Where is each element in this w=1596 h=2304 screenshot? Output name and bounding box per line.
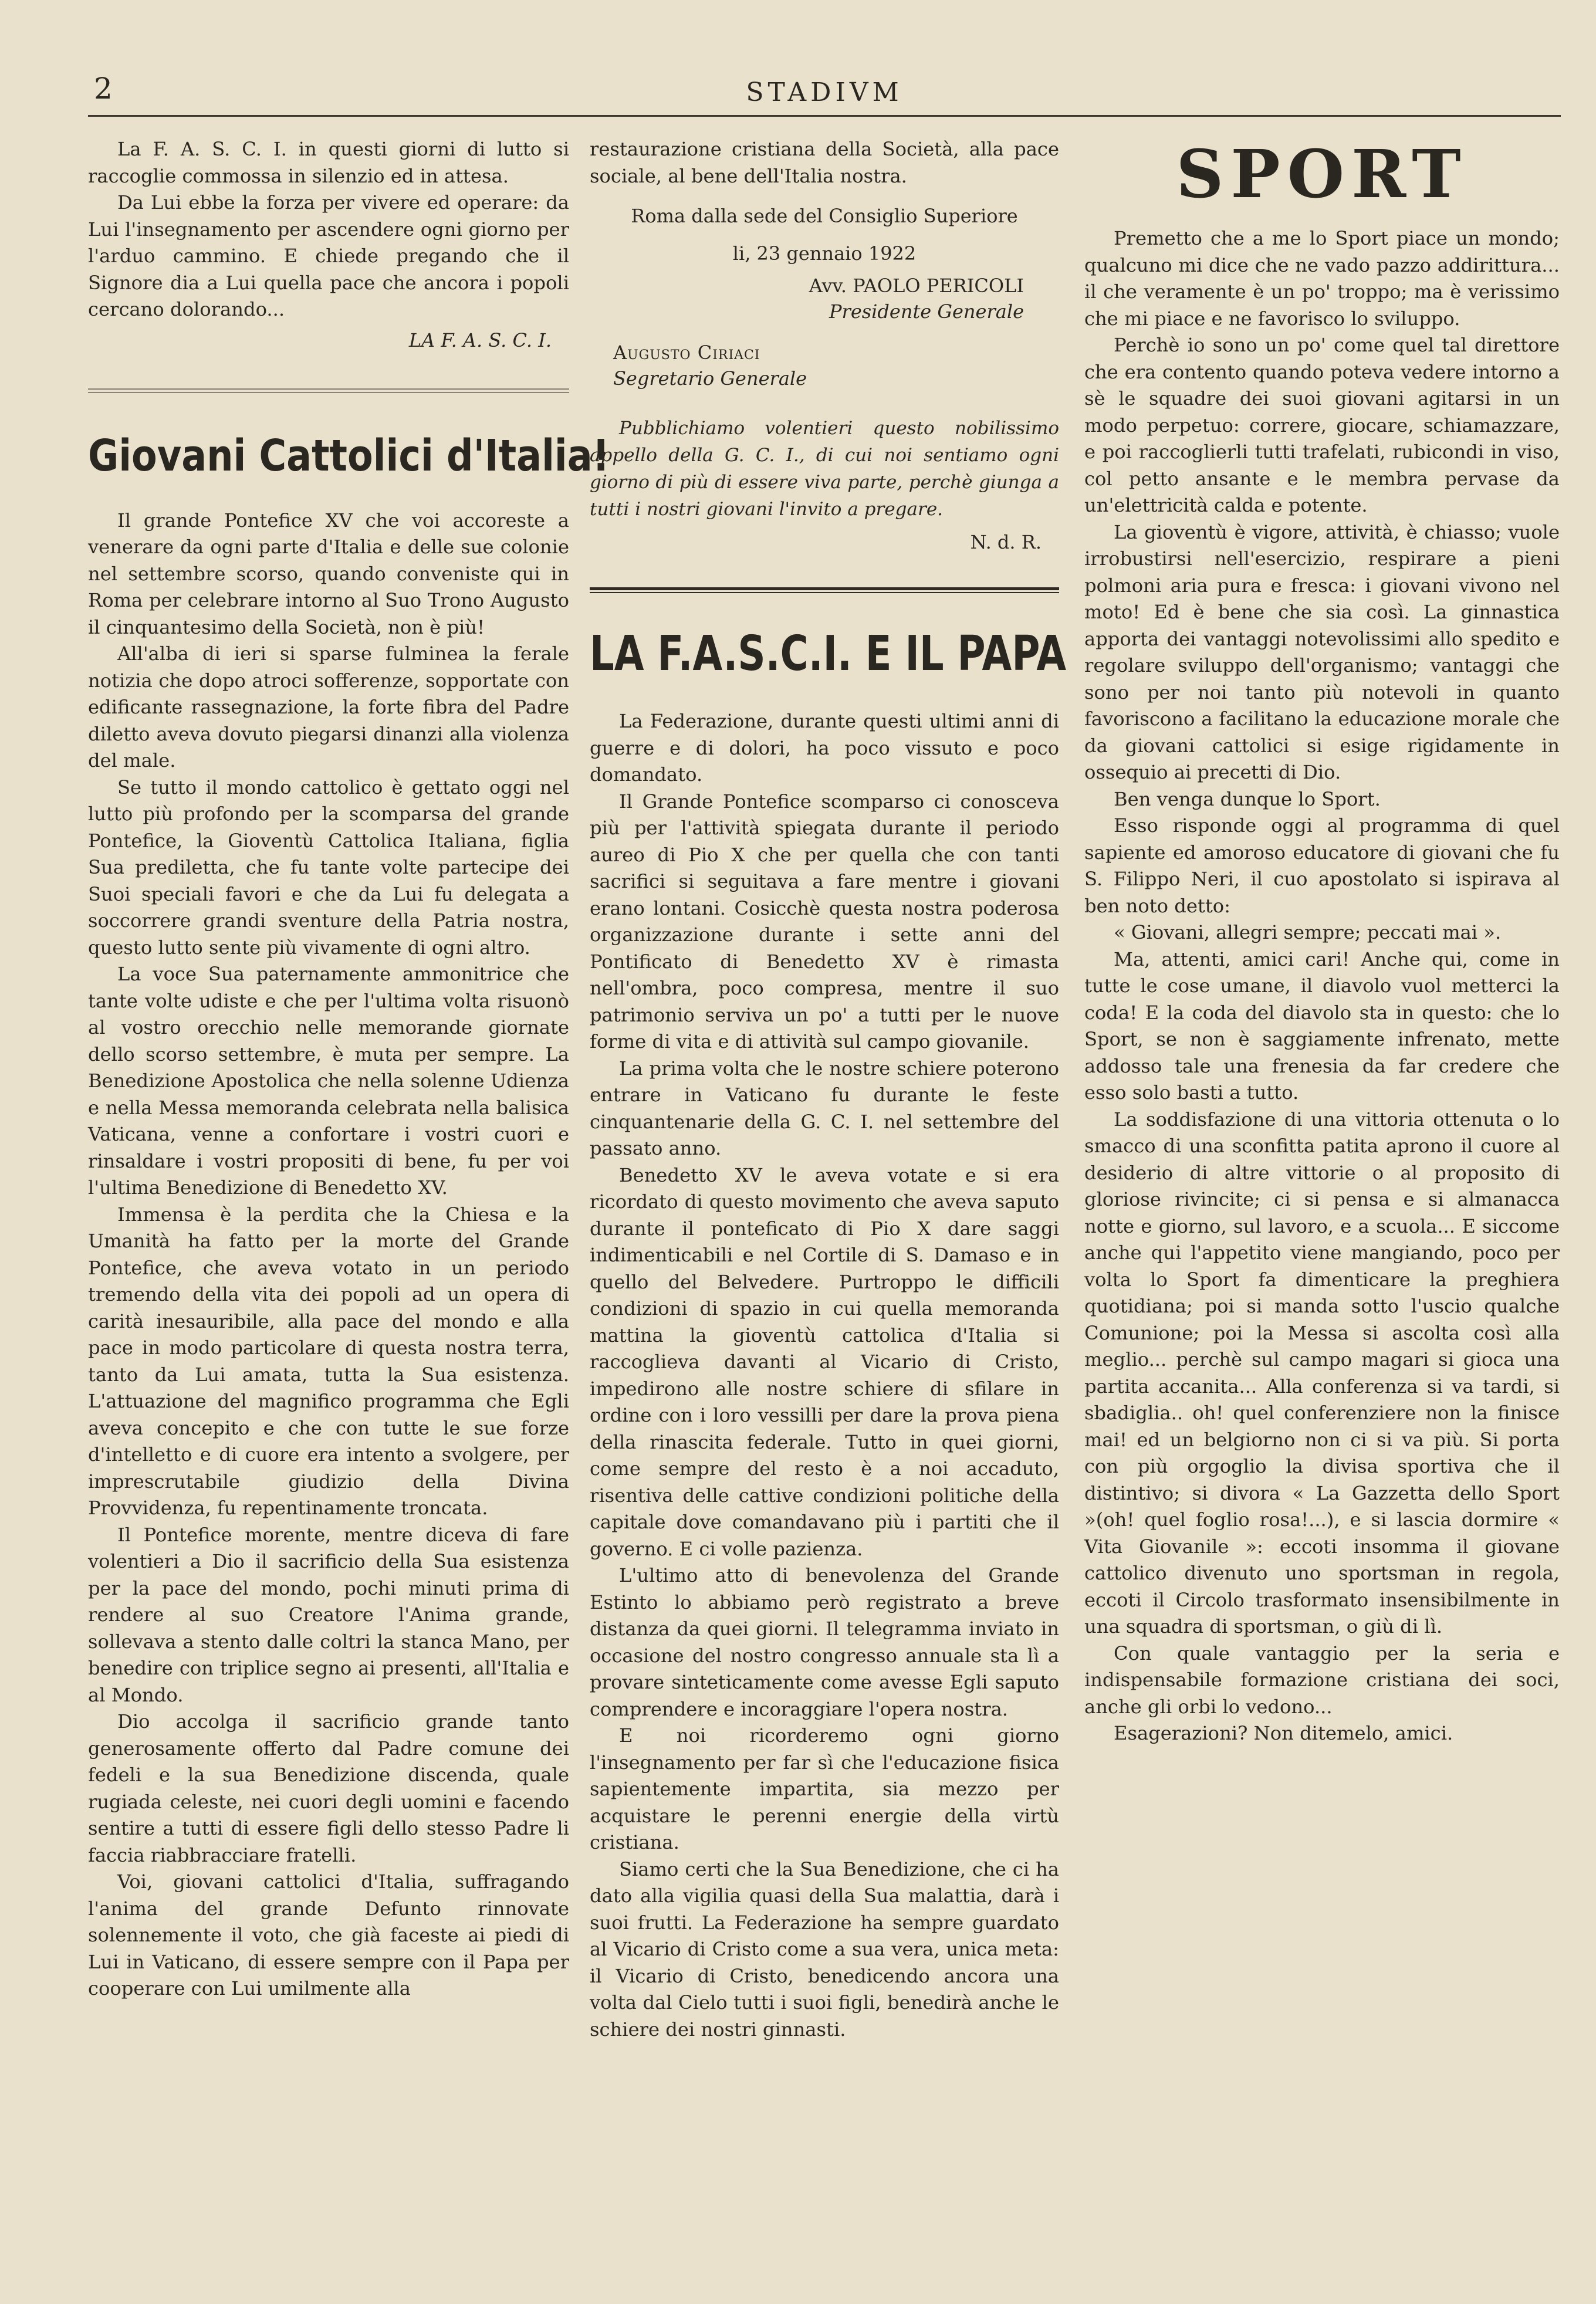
president-role: Presidente Generale xyxy=(829,300,1024,323)
column-left xyxy=(88,136,610,2002)
column-middle xyxy=(590,136,1067,2043)
article-paragraph: All'alba di ieri si sparse fulminea la ferale notizia che dopo atroci sofferenze, sopportate con edificante rassegnazione, la forte fibra del Padre diletto aveva dovuto piegarsi dinanzi alla violenza del male. xyxy=(88,642,569,772)
article-paragraph: Esagerazioni? Non ditemelo, amici. xyxy=(1114,1722,1453,1744)
article-paragraph: La Federazione, durante questi ultimi anni di guerre e di dolori, ha poco vissuto e poco domandato. xyxy=(590,710,1059,786)
intro-paragraph: La F. A. S. C. I. in questi giorni di lutto si raccoglie commossa in silenzio ed in attesa. xyxy=(88,138,569,187)
article-paragraph: Immensa è la perdita che la Chiesa e la Umanità ha fatto per la morte del Grande Pontefice, che aveva votato in un periodo tremendo della vita dei popoli ad un opera di carità inesauribile, alla pace del mondo e alla pace in modo particolare di questa nostra terra, tanto da Lui amata, tutta la Sua esistenza. L'attuazione del magnifico programma che Egli aveva concepito e che con tutte le sue forze d'intelletto e di cuore era intento a svolgere, per imprescrutabile giudizio della Divina Provvidenza, fu repentinamente troncata. xyxy=(88,1203,569,1519)
header-rule xyxy=(88,115,1561,117)
article-paragraph: Ma, attenti, amici cari! Anche qui, come in tutte le cose umane, il diavolo vuol metterci la coda! E la coda del diavolo sta in questo: che lo Sport, se non è saggiamente infrenato, mette addosso tale una frenesia da far credere che esso solo basti a tutto. xyxy=(1084,948,1560,1104)
article-paragraph: Premetto che a me lo Sport piace un mondo; qualcuno mi dice che ne vado pazzo addirittura... il che veramente è un po' troppo; ma è verissimo che mi piace e ne favorisco lo sviluppo. xyxy=(1084,227,1560,330)
section-divider xyxy=(590,587,1059,593)
article-paragraph: Siamo certi che la Sua Benedizione, che ci ha dato alla vigilia quasi della Sua malattia, darà i suoi frutti. La Federazione ha sempre guardato al Vicario di Cristo come a sua vera, unica meta: il Vicario di Cristo, benedicendo ancora una volta dal Cielo tutti i suoi figli, benedirà anche le schiere dei nostri ginnasti. xyxy=(590,1858,1059,2041)
intro-paragraph: Da Lui ebbe la forza per vivere ed operare: da Lui l'insegnamento per ascendere ogni giorno per l'arduo cammino. E chiede pregando che il Signore dia a Lui quella pace che ancora i popoli cercano dolorando... xyxy=(88,191,569,320)
article-paragraph: Benedetto XV le aveva votate e si era ricordato di questo movimento che aveva saputo durante il ponteficato di Pio X dare saggi indimenticabili e nel Cortile di S. Damaso e in quello del Belvedere. Purtroppo le difficili condizioni di spazio in cui quella memoranda mattina la gioventù cattolica d'Italia si raccoglieva davanti al Vicario di Cristo, impedirono alle nostre schiere di sfilare in ordine con i loro vessilli per dare la prova piena della rinascita federale. Tutto in quei giorni, come sempre del resto è a noi accaduto, risentiva delle cattive condizioni politiche della capitale dove comandavano più i partiti che il governo. E ci volle pazienza. xyxy=(590,1163,1059,1560)
column-right xyxy=(1084,136,1560,1747)
president-name: Avv. PAOLO PERICOLI xyxy=(809,275,1024,297)
article-paragraph: « Giovani, allegri sempre; peccati mai ». xyxy=(1114,921,1502,943)
editor-note: Pubblichiamo volentieri questo nobilissimo appello della G. C. I., di cui noi sentiamo ogni giorno di più di essere viva parte, perchè giunga a tutti i nostri giovani l'invito a pregare. xyxy=(590,418,1059,520)
headline-giovani-cattolici: Giovani Cattolici d'Italia! xyxy=(88,430,610,481)
secretary-role: Segretario Generale xyxy=(613,367,807,390)
article-paragraph: L'ultimo atto di benevolenza del Grande Estinto lo abbiamo però registrato a breve distanza da quei giorni. Il telegramma inviato in occasione del nostro congresso annuale sta lì a provare sinteticamente come avesse Egli saputo comprendere e incoraggiare l'opera nostra. xyxy=(590,1564,1059,1720)
article-paragraph: La voce Sua paternamente ammonitrice che tante volte udiste e che per l'ultima volta risuonò al vostro orecchio nelle memorande giornate dello scorso settembre, è muta per sempre. La Benedizione Apostolica che nella solenne Udienza e nella Messa memoranda celebrata nella balisica Vaticana, venne a confortare i vostri cuori e rinsaldare i vostri propositi di bene, fu per voi l'ultima Benedizione di Benedetto XV. xyxy=(88,963,569,1199)
masthead-title: STADIVM xyxy=(746,77,903,107)
section-divider xyxy=(88,388,569,393)
secretary-name: Augusto Ciriaci xyxy=(613,341,760,364)
editor-note-signature: N. d. R. xyxy=(970,531,1042,553)
article-paragraph: Il grande Pontefice XV che voi accoreste a venerare da ogni parte d'Italia e delle sue colonie nel settembre scorso, quando conveniste qui in Roma per celebrare intorno al Suo Trono Augusto il cinquantesimo della Società, non è più! xyxy=(88,509,569,638)
article-paragraph: La gioventù è vigore, attività, è chiasso; vuole irrobustirsi nell'esercizio, respirare a pieni polmoni aria pura e fresca: i giovani vivono nel moto! Ed è bene che sia così. La ginnastica apporta dei vantaggi notevolissimi allo spedito e regolare sviluppo dell'organismo; vantaggi che sono per noi tanto più notevoli in quanto favoriscono a facilitano la educazione morale che da giovani cattolici si esige rigidamente in ossequio ai precetti di Dio. xyxy=(1084,520,1560,783)
article-paragraph: La soddisfazione di una vittoria ottenuta o lo smacco di una sconfitta patita aprono il cuore al desiderio di altre vittorie o al proposito di gloriose rivincite; ci si pensa e si almanacca notte e giorno, sul lavoro, e a scuola... E siccome anche qui l'appetito viene mangiando, poco per volta lo Sport fa dimenticare la preghiera quotidiana; poi si manda sotto l'uscio qualche Comunione; poi la Messa si ascolta così alla meglio... perchè sul campo magari si gioca una partita accanita... Alla conferenza si va tardi, si sbadiglia.. oh! quel conferenziere non la finisce mai! ed un belgiorno non ci si va più. Si porta con più orgoglio la divisa sportiva che il distintivo; si divora « La Gazzetta dello Sport »(oh! quel foglio rosa!...), e si lascia dormire « Vita Giovanile »: eccoti insomma il giovane cattolico divenuto uno sportsman in regola, eccoti il Circolo trasformato insensibilmente in una squadra di sportsman, o giù di lì. xyxy=(1084,1108,1560,1638)
headline-fasci-papa: LA F.A.S.C.I. E IL PAPA xyxy=(590,626,1067,682)
dateline-place: Roma dalla sede del Consiglio Superiore xyxy=(631,205,1018,227)
article-paragraph: Perchè io sono un po' come quel tal direttore che era contento quando poteva vedere intorno a sè le squadre dei suoi giovani agitarsi in un modo perpetuo: correre, giocare, schiamazzare, e poi raccoglierli tutti trafelati, rubicondi in viso, col petto ansante e le membra pervase da un'elettricità calda e potente. xyxy=(1084,334,1560,516)
signer-block xyxy=(590,273,1059,391)
headline-sport: SPORT xyxy=(1176,136,1468,213)
article-paragraph: E noi ricorderemo ogni giorno l'insegnamento per far sì che l'educazione fisica sapientemente impartita, sia mezzo per acquistare le perenni energie della virtù cristiana. xyxy=(590,1724,1059,1853)
page-number: 2 xyxy=(94,72,113,106)
article-paragraph: Ben venga dunque lo Sport. xyxy=(1114,787,1381,810)
intro-signature: LA F. A. S. C. I. xyxy=(408,329,552,351)
article-paragraph: Con quale vantaggio per la seria e indispensabile formazione cristiana dei soci, anche gli orbi lo vedono... xyxy=(1084,1642,1560,1718)
article-paragraph: La prima volta che le nostre schiere poterono entrare in Vaticano fu durante le feste cinquantenarie della G. C. I. nel settembre del passato anno. xyxy=(590,1057,1059,1159)
article-paragraph: Il Pontefice morente, mentre diceva di fare volentieri a Dio il sacrificio della Sua esistenza per la pace del mondo, pochi minuti prima di rendere al suo Creatore l'Anima grande, sollevava a stento dalle coltri la stanca Mano, per benedire con triplice segno ai presenti, all'Italia e al Mondo. xyxy=(88,1523,569,1706)
article-paragraph: Il Grande Pontefice scomparso ci conosceva più per l'attività spiegata durante il periodo aureo di Pio X che per quella che con tanti sacrifici si seguitava a fare mentre i giovani erano lontani. Cosicchè questa nostra poderosa organizzazione durante i sette anni del Pontificato di Benedetto XV è rimasta nell'ombra, poco compresa, mentre il suo patrimonio serviva un po' a tutti per le nuove forme di vita e di attività sul campo giovanile. xyxy=(590,790,1059,1053)
article-paragraph: Dio accolga il sacrificio grande tanto generosamente offerto dal Padre comune dei fedeli e la sua Benedizione discenda, quale rugiada celeste, nei cuori degli uomini e facendo sentire a tutti di essere figli dello stesso Padre li faccia riabbracciare fratelli. xyxy=(88,1710,569,1866)
continuation-paragraph: restaurazione cristiana della Società, alla pace sociale, al bene dell'Italia nostra. xyxy=(590,138,1059,187)
article-paragraph: Esso risponde oggi al programma di quel sapiente ed amoroso educatore di giovani che fu S. Filippo Neri, il cuo apostolato si ispirava al ben noto detto: xyxy=(1084,814,1560,917)
dateline-date: li, 23 gennaio 1922 xyxy=(732,242,917,265)
page-header xyxy=(88,69,1561,115)
article-paragraph: Voi, giovani cattolici d'Italia, suffragando l'anima del grande Defunto rinnovate solennemente il voto, che già faceste ai piedi di Lui in Vaticano, di essere sempre con il Papa per cooperare con Lui umilmente alla xyxy=(88,1870,569,1999)
article-paragraph: Se tutto il mondo cattolico è gettato oggi nel lutto più profondo per la scomparsa del grande Pontefice, la Gioventù Cattolica Italiana, figlia Sua prediletta, che fu tante volte partecipe dei Suoi speciali favori e che da Lui fu delegata a soccorrere grandi sventure della Patria nostra, questo lutto sente più vivamente di ogni altro. xyxy=(88,776,569,959)
